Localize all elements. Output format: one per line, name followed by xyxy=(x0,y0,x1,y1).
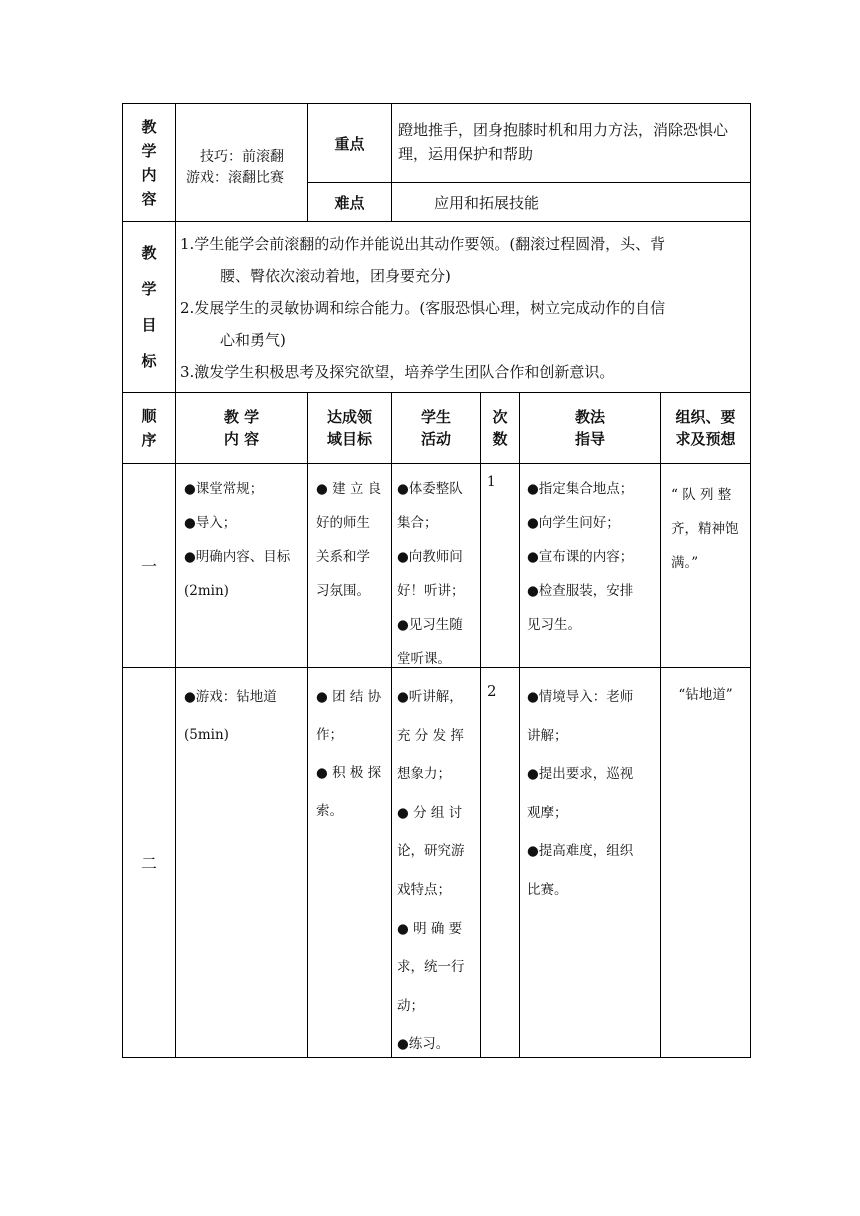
table-row-order xyxy=(123,668,175,1057)
row-content-line: ●课堂常规； xyxy=(184,481,264,497)
row-method-line: ●指定集合地点； xyxy=(527,481,634,497)
header-line: 教 学 xyxy=(223,408,260,426)
row-student xyxy=(397,678,479,1064)
goals-label xyxy=(123,222,175,392)
header-line: 教法 xyxy=(574,408,605,426)
row-method-line: ●向学生问好； xyxy=(527,515,620,531)
header-line: 求及预想 xyxy=(675,430,736,448)
divider xyxy=(175,103,176,1058)
row-target-line: 好的师生 xyxy=(316,515,370,531)
teaching-content-label xyxy=(123,104,175,221)
row-student-line: ●练习。 xyxy=(397,1036,450,1053)
goals-list xyxy=(180,228,748,390)
header-line: 达成领 xyxy=(326,408,372,426)
header-line: 内 容 xyxy=(223,430,260,448)
header-line: 序 xyxy=(141,431,157,449)
row-student-line: 好！听讲； xyxy=(397,583,465,599)
row-target xyxy=(316,472,390,608)
key-point-label xyxy=(308,104,391,182)
row-org-line: “钻地道” xyxy=(678,687,733,703)
divider xyxy=(660,392,661,1058)
label-char: 教 xyxy=(141,117,157,136)
header-line: 指导 xyxy=(574,430,605,448)
row-target-line: ● 团 结 协 xyxy=(316,689,382,705)
col-header-target xyxy=(308,393,391,463)
key-point-value: 蹬地推手，团身抱膝时机和用力方法，消除恐惧心理，运用保护和帮助 xyxy=(398,121,729,163)
row-content-line: ●游戏：钻地道 xyxy=(184,689,277,705)
header-line: 域目标 xyxy=(326,430,372,448)
row-content-line: (5min) xyxy=(184,727,229,743)
row-method-line: ●提出要求，巡视 xyxy=(527,766,634,783)
divider xyxy=(122,221,751,222)
header-line: 数 xyxy=(492,430,508,448)
row-times xyxy=(487,472,517,492)
row-org xyxy=(661,678,750,712)
row-target-line: ● 建 立 良 xyxy=(316,481,382,497)
row-student xyxy=(397,472,479,676)
row-student-line: 堂听课。 xyxy=(397,651,451,667)
row-content-line: ●导入； xyxy=(184,515,237,531)
difficulty-label xyxy=(308,183,391,221)
row-org xyxy=(671,478,749,580)
goal-item xyxy=(180,356,748,388)
row-student-line: 充 分 发 挥 xyxy=(397,727,464,744)
row-order: 二 xyxy=(140,854,157,873)
row-target-line: 关系和学 xyxy=(316,549,370,565)
row-target xyxy=(316,678,390,830)
row-org-line: 满。” xyxy=(671,555,699,571)
header-line: 学生 xyxy=(420,408,451,426)
row-times-value: 1 xyxy=(487,474,496,490)
label-char: 内 xyxy=(141,165,157,184)
row-content-line: (2min) xyxy=(184,583,229,599)
row-method-line: ●宣布课的内容； xyxy=(527,549,634,565)
col-header-org xyxy=(661,393,750,463)
row-student-line: 论，研究游 xyxy=(397,843,465,860)
row-target-line: 作； xyxy=(316,727,343,743)
col-header-student xyxy=(392,393,480,463)
difficulty-text xyxy=(392,183,750,221)
row-method xyxy=(527,472,659,642)
goal-line: 3.激发学生积极思考及探究欲望，培养学生团队合作和创新意识。 xyxy=(180,363,615,381)
content-line: 技巧：前滚翻 xyxy=(200,148,284,165)
label-char: 容 xyxy=(141,189,157,208)
row-student-line: ● 明 确 要 xyxy=(397,920,463,937)
label-char: 学 xyxy=(141,141,157,160)
row-student-line: 动； xyxy=(397,997,424,1014)
label-char: 目 xyxy=(141,316,157,334)
difficulty-value: 应用和拓展技能 xyxy=(434,193,540,212)
table-border-right xyxy=(750,103,751,1058)
row-student-line: 戏特点； xyxy=(397,881,451,898)
row-method-line: ●情境导入：老师 xyxy=(527,689,634,705)
row-method xyxy=(527,678,659,910)
key-point-text xyxy=(392,118,747,178)
row-student-line: ●体委整队 xyxy=(397,481,463,497)
row-content-line: ●明确内容、目标 xyxy=(184,549,291,565)
row-method-line: 讲解； xyxy=(527,727,568,744)
row-student-line: ●向教师问 xyxy=(397,549,463,565)
goal-line: 1.学生能学会前滚翻的动作并能说出其动作要领。(翻滚过程圆滑，头、背 xyxy=(180,235,666,253)
col-header-times xyxy=(481,393,519,463)
header-line: 组织、要 xyxy=(675,408,736,426)
goal-line: 2.发展学生的灵敏协调和综合能力。(客服恐惧心理，树立完成动作的自信 xyxy=(180,299,666,317)
label-char: 标 xyxy=(141,352,157,370)
key-point-label-text: 重点 xyxy=(334,134,365,153)
goal-line: 心和勇气) xyxy=(220,331,286,349)
header-line: 次 xyxy=(492,408,508,426)
row-times xyxy=(487,680,517,702)
row-method-line: 见习生。 xyxy=(527,617,581,633)
row-content xyxy=(184,472,308,608)
row-method-line: ●检查服装，安排 xyxy=(527,583,634,599)
divider xyxy=(480,392,481,1058)
divider xyxy=(391,392,392,1058)
header-line: 顺 xyxy=(141,407,157,425)
row-student-line: 想象力； xyxy=(397,766,451,783)
row-method-line: 比赛。 xyxy=(527,881,568,898)
row-method-line: 观摩； xyxy=(527,804,568,821)
goal-line: 腰、臀依次滚动着地，团身要充分) xyxy=(220,267,451,285)
row-student-line: ●见习生随 xyxy=(397,617,463,633)
row-content xyxy=(184,678,308,754)
goal-item xyxy=(180,228,748,292)
row-target-line: ● 积 极 探 xyxy=(316,765,382,781)
col-header-order xyxy=(123,393,175,463)
row-target-line: 索。 xyxy=(316,803,343,819)
row-order: 一 xyxy=(140,557,157,576)
col-header-method xyxy=(520,393,660,463)
teaching-content-value xyxy=(176,104,307,221)
row-method-line: ●提高难度，组织 xyxy=(527,843,634,860)
row-org-line: 齐，精神饱 xyxy=(671,521,739,537)
row-student-line: ●听讲解， xyxy=(397,689,463,705)
row-target-line: 习氛围。 xyxy=(316,583,370,599)
table-row-order xyxy=(123,464,175,667)
row-student-line: 求，统一行 xyxy=(397,959,465,976)
difficulty-label-text: 难点 xyxy=(334,193,365,212)
label-char: 学 xyxy=(141,280,157,298)
divider xyxy=(519,392,520,1058)
row-student-line: 集合； xyxy=(397,515,438,531)
col-header-content xyxy=(176,393,307,463)
content-line: 游戏：滚翻比赛 xyxy=(186,169,284,186)
label-char: 教 xyxy=(141,244,157,262)
row-student-line: ● 分 组 讨 xyxy=(397,804,463,821)
row-times-value: 2 xyxy=(487,682,497,700)
header-line: 活动 xyxy=(420,430,451,448)
divider xyxy=(122,463,751,464)
goal-item xyxy=(180,292,748,356)
row-org-line: “ 队 列 整 xyxy=(671,487,732,503)
